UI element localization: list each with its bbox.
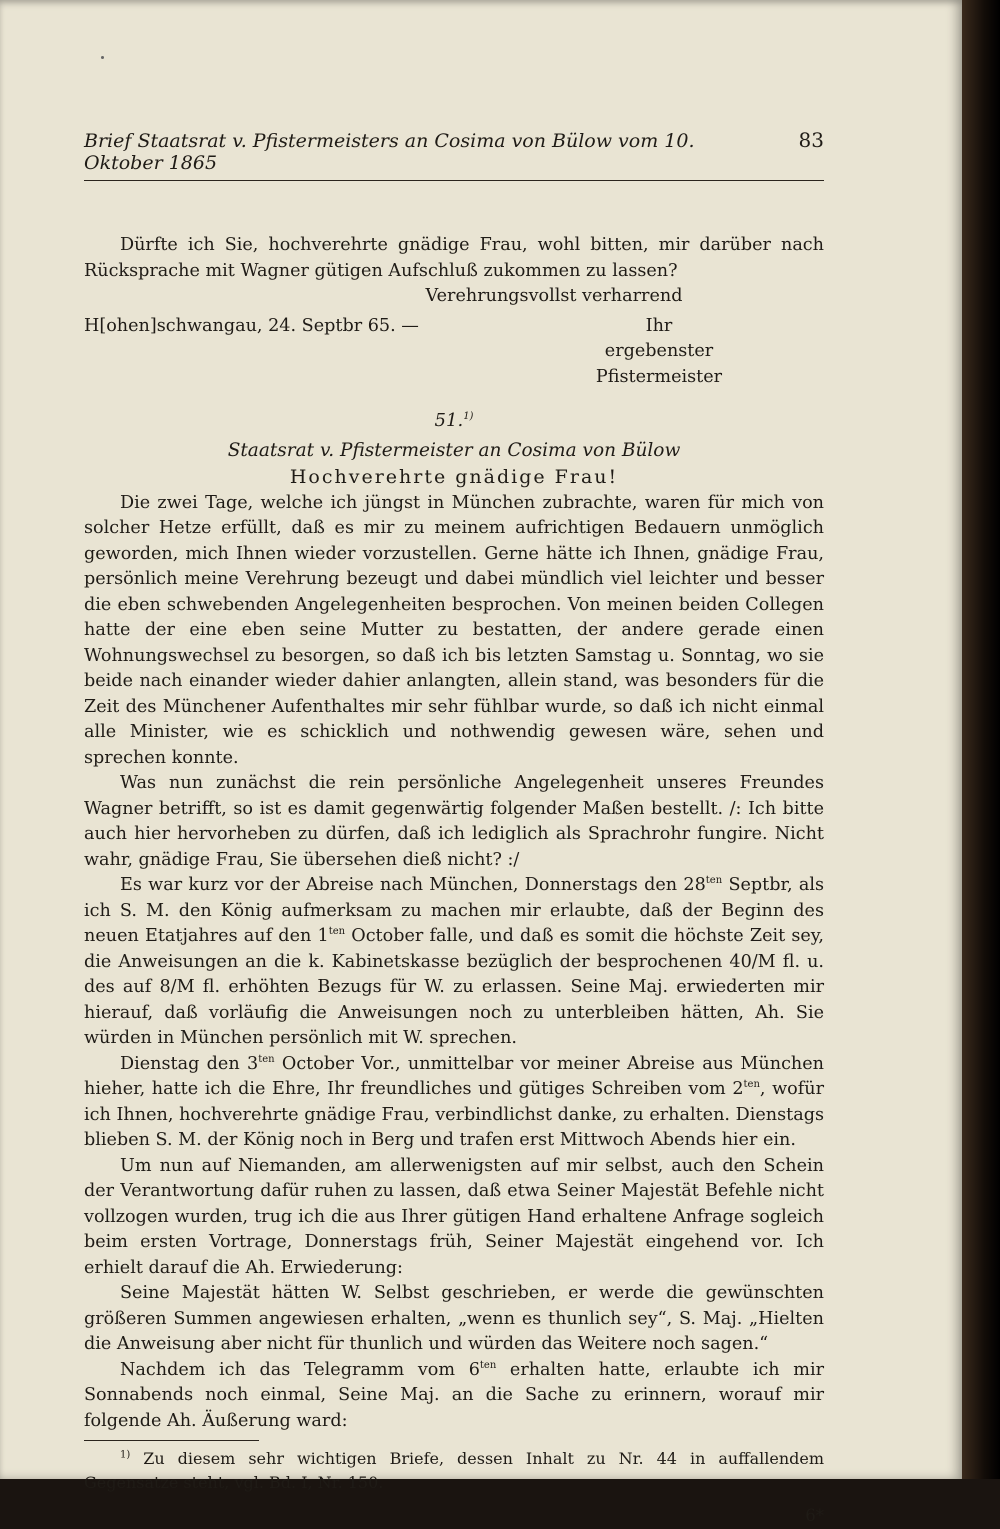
page-number: 83 [798, 128, 824, 152]
salutation: Hochverehrte gnädige Frau! [289, 466, 619, 488]
place-date-row [84, 314, 824, 340]
sig-line-1: Ihr [645, 315, 673, 336]
book-edge-shadow [962, 0, 1000, 1479]
paragraph-5: Um nun auf Niemanden, am allerwenigsten auf mir selbst, auch den Schein der Verantwortung dafür ruhen zu lassen, daß etwa Seiner Majestät Befehle nicht vollzogen wurden, trug ich die aus Ihrer gütigen Hand erhaltene Anfrage sogleich beim ersten Vortrage, Donnerstags früh, Seiner Majestät eingehend vor. Ich erhielt darauf die Ah. Erwiederung: [84, 1155, 824, 1278]
closing-formula: Verehrungsvollst verharrend [425, 286, 683, 306]
page-body [84, 233, 824, 1529]
paragraph-4: Dienstag den $3^{ten}$ October Vor., unmittelbar vor meiner Abreise aus München hieher, hatte ich die Ehre, Ihr freundliches und gütiges Schreiben vom $2^{ten}$, wofür ich Ihnen, hochverehrte gnädige Frau, verbindlichst danke, zu erhalten. Dienstags blieben S. M. der König noch in Berg und trafen erst Mittwoch Abends hier ein. [84, 1053, 825, 1150]
running-head-title: Brief Staatsrat v. Pfistermeisters an Cosima von Bülow vom 10. Oktober 1865 [84, 130, 695, 174]
paragraph-3: Es war kurz vor der Abreise nach München, Donnerstags den $28^{ten}$ Septbr, als ich S. M. den König aufmerksam zu machen mir erlaubte, daß der Beginn des neuen Etatjahres auf den $1^{ten}$ October falle, und daß es somit die höchste Zeit sey, die Anweisungen an die k. Kabinetskasse bezüglich der besprochenen 40/M fl. u. des auf 8/M fl. erhöhten Bezugs für W. zu erlassen. Seine Maj. erwiederten mir hierauf, daß vorläufig die Anweisungen noch zu unterbleiben hätten, Ah. Sie würden in München persönlich mit W. sprechen. [84, 875, 824, 1048]
sig-line-3: Pfistermeister [595, 366, 723, 387]
footnote-rule [84, 1440, 259, 1441]
letter-number: 51.$^{1)}$ [434, 410, 474, 431]
footnote-ref: 1) [463, 411, 474, 422]
printer-signature-mark: 6* [805, 1506, 824, 1525]
letter-heading: Staatsrat v. Pfistermeister an Cosima von Bülow [227, 439, 681, 461]
running-head [84, 128, 824, 181]
footnote: $^{1)}$ Zu diesem sehr wichtigen Briefe, dessen Inhalt zu Nr. 44 in auffallendem Gegensatze steht, vgl. Bd. I, Nr. 150. [84, 1449, 825, 1492]
paragraph-6: Seine Majestät hätten W. Selbst geschrieben, er werde die gewünschten größeren Summen angewiesen erhalten, „wenn es thunlich sey“, S. Maj. „Hielten die Anweisung aber nicht für thunlich und würden das Weitere noch sagen.“ [84, 1283, 824, 1354]
place-date: H[ohen]schwangau, 24. Septbr 65. — [84, 315, 419, 336]
paragraph-2: Was nun zunächst die rein persönliche Angelegenheit unseres Freundes Wagner betrifft, so ist es damit gegenwärtig folgender Maßen bestellt. /: Ich bitte auch hier hervorheben zu dürfen, daß ich lediglich als Sprachrohr fungire. Nicht wahr, gnädige Frau, Sie übersehen dieß nicht? :/ [84, 773, 824, 870]
paragraph-1: Die zwei Tage, welche ich jüngst in München zubrachte, waren für mich von solcher Hetze erfüllt, daß es mir zu meinem aufrichtigen Bedauern unmöglich geworden, mich Ihnen wieder vorzustellen. Gerne hätte ich Ihnen, gnädige Frau, persönlich meine Verehrung bezeugt und dabei mündlich viel leichter und besser die eben schwebenden Angelegenheiten besprochen. Von meinen beiden Collegen hatte der eine eben seine Mutter zu bestatten, der andere gerade einen Wohnungswechsel zu besorgen, so daß ich bis letzten Samstag u. Sonntag, wo sie beide nach einander wieder dahier anlangten, allein stand, was besonders für die Zeit des Münchener Aufenthaltes mir sehr fühlbar wurde, so daß ich nicht einmal alle Minister, wie es schicklich und nothwendig gewesen wäre, sehen und sprechen konnte. [84, 492, 824, 768]
footnote-marker: 1) [120, 1449, 131, 1461]
page-content [84, 128, 824, 1529]
sig-line-2: ergebenster [604, 341, 714, 361]
paragraph-7: Nachdem ich das Telegramm vom $6^{ten}$ erhalten hatte, erlaubte ich mir Sonnabends noch einmal, Seine Maj. an die Sache zu erinnern, worauf mir folgende Ah. Äußerung ward: [84, 1359, 824, 1431]
letter-end-paragraph: Dürfte ich Sie, hochverehrte gnädige Frau, wohl bitten, mir darüber nach Rücksprache mit Wagner gütigen Aufschluß zukommen zu lassen? [84, 235, 824, 281]
speck [101, 56, 104, 59]
